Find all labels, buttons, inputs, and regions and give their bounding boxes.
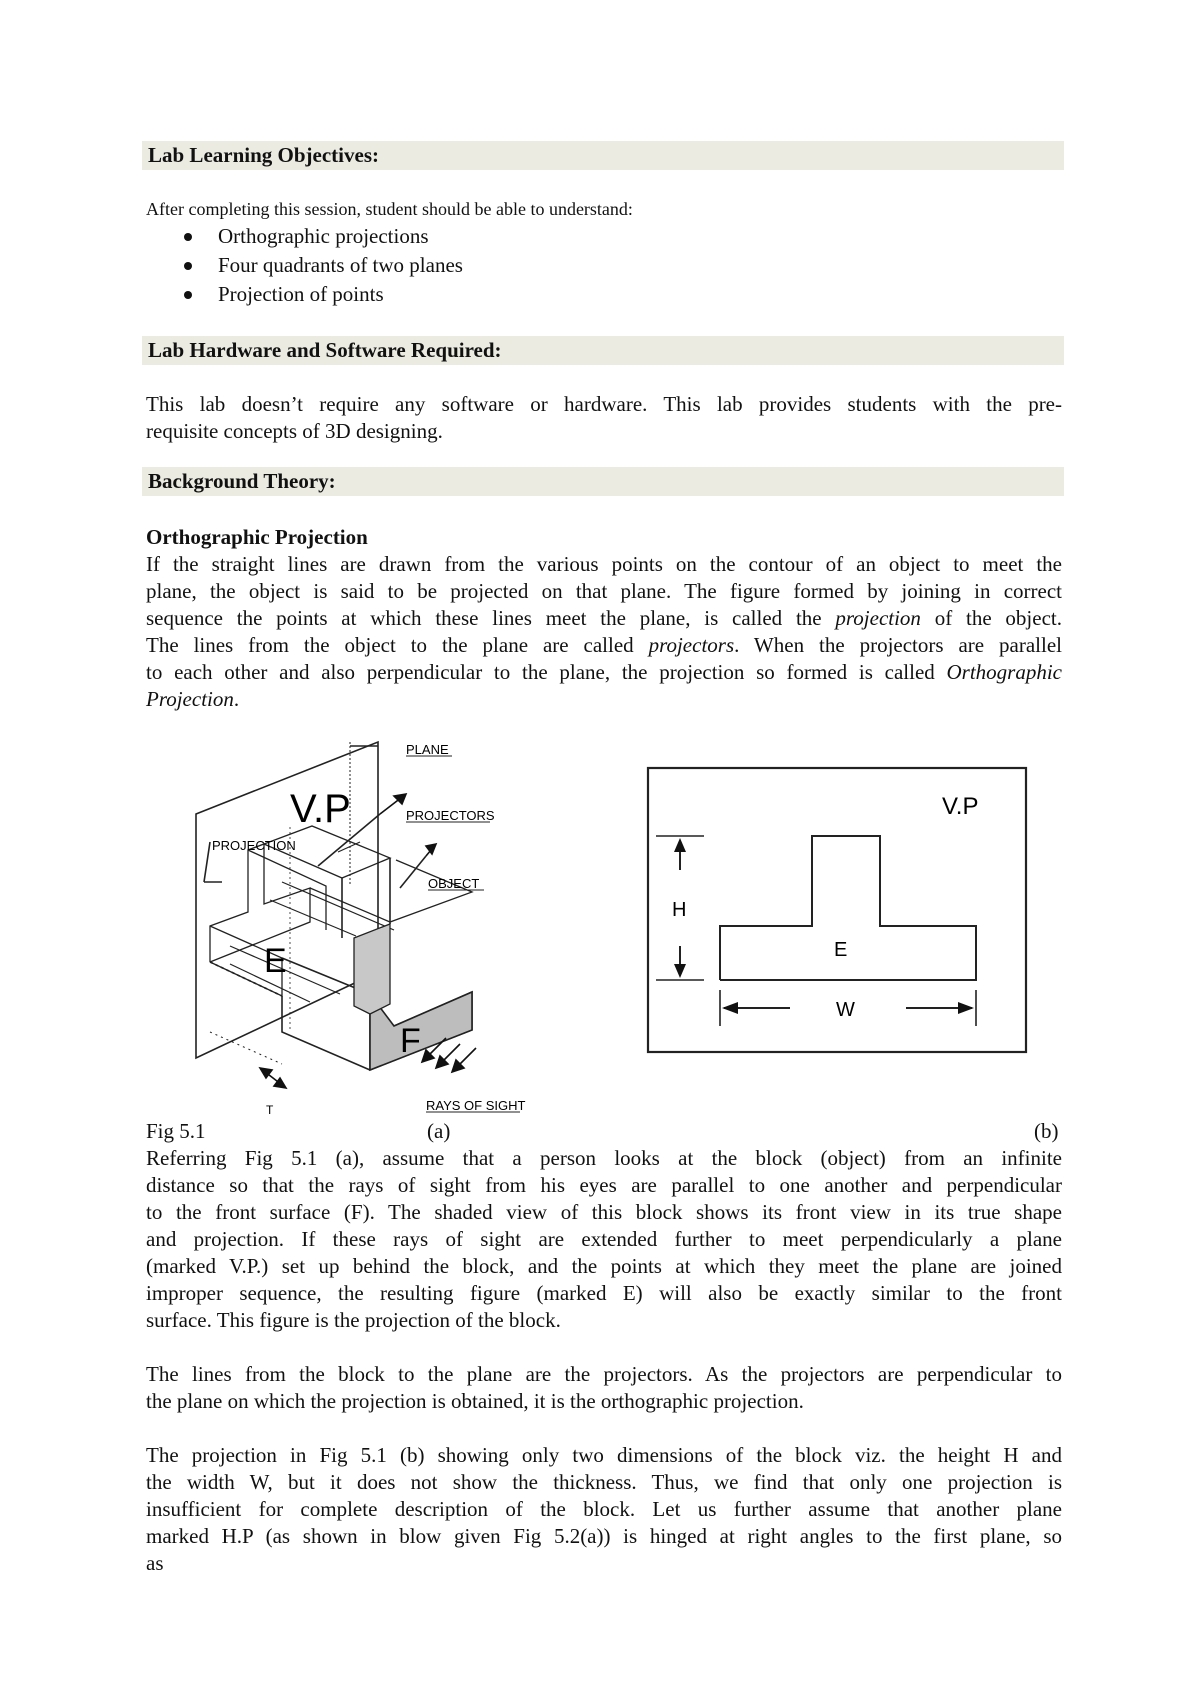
bullet-icon xyxy=(184,291,192,299)
f-handwritten-label: F xyxy=(400,1022,421,1060)
arrow-up-icon xyxy=(674,838,686,852)
figure-caption-b: (b) xyxy=(1034,1119,1059,1143)
paragraph-line: the width W, but it does not show the thickness. Thus, we find that only one projection is xyxy=(146,1470,1062,1494)
paragraph-line: and projection. If these rays of sight are extended further to meet perpendicularly a plane xyxy=(146,1227,1062,1251)
paragraph-line: as xyxy=(146,1551,164,1575)
projectors-label: PROJECTORS xyxy=(406,808,495,823)
theory-text-line: If the straight lines are drawn from the various points on the contour of an object to meet the xyxy=(146,552,1062,576)
paragraph-line: distance so that the rays of sight from his eyes are parallel to one another and perpendicular xyxy=(146,1173,1062,1197)
projection-label: PROJECTION xyxy=(212,838,296,853)
theory-text-line: Projection. xyxy=(146,687,240,711)
bullet-icon xyxy=(184,262,192,270)
theory-title: Background Theory: xyxy=(148,469,336,493)
theory-text-line: plane, the object is said to be projected on that plane. The figure formed by joining in correct xyxy=(146,579,1062,603)
hardware-title: Lab Hardware and Software Required: xyxy=(148,338,502,362)
projection-e-outline xyxy=(210,844,310,962)
list-item: Projection of points xyxy=(146,280,463,309)
paragraph-line: insufficient for complete description of the block. Let us further assume that another plane xyxy=(146,1497,1062,1521)
isometric-projection-diagram xyxy=(190,732,550,1117)
theory-text-line: sequence the points at which these lines meet the plane, is called the projection of the object. xyxy=(146,606,1062,630)
figure-5-1-b xyxy=(644,764,1032,1056)
h-label: H xyxy=(672,899,687,921)
t-label: T xyxy=(266,1103,274,1117)
front-view-diagram xyxy=(644,764,1032,1056)
hardware-text-line: This lab doesn’t require any software or hardware. This lab provides students with the pre- xyxy=(146,392,1062,416)
paragraph-line: (marked V.P.) set up behind the block, and the points at which they meet the plane are joined xyxy=(146,1254,1062,1278)
vp-handwritten-label: V.P xyxy=(290,787,351,831)
arrow-down-icon xyxy=(674,964,686,978)
vp-label: V.P xyxy=(942,793,979,820)
hardware-text-line: requisite concepts of 3D designing. xyxy=(146,419,443,443)
figure-5-1-a xyxy=(190,732,550,1117)
theory-text-line: The lines from the object to the plane are called projectors. When the projectors are parallel xyxy=(146,633,1062,657)
objectives-title: Lab Learning Objectives: xyxy=(148,143,379,167)
list-item: Four quadrants of two planes xyxy=(146,251,463,280)
arrow-left-icon xyxy=(722,1002,738,1014)
paragraph-line: The lines from the block to the plane are the projectors. As the projectors are perpendicular to xyxy=(146,1362,1062,1386)
figure-caption: Fig 5.1 xyxy=(146,1119,206,1143)
paragraph-line: The projection in Fig 5.1 (b) showing only two dimensions of the block viz. the height H and xyxy=(146,1443,1062,1467)
orthographic-projection-heading: Orthographic Projection xyxy=(146,525,368,549)
paragraph-line: Referring Fig 5.1 (a), assume that a person looks at the block (object) from an infinite xyxy=(146,1146,1062,1170)
theory-text-line: to each other and also perpendicular to the plane, the projection so formed is called Orthographic xyxy=(146,660,1062,684)
plane-label: PLANE xyxy=(406,742,449,757)
paragraph-line: the plane on which the projection is obtained, it is the orthographic projection. xyxy=(146,1389,804,1413)
rays-of-sight-label: RAYS OF SIGHT xyxy=(426,1098,526,1113)
objectives-intro: After completing this session, student should be able to understand: xyxy=(146,199,633,219)
arrow-right-icon xyxy=(958,1002,974,1014)
paragraph-line: marked H.P (as shown in blow given Fig 5.2(a)) is hinged at right angles to the first plane, so xyxy=(146,1524,1062,1548)
bullet-icon xyxy=(184,233,192,241)
paragraph-line: surface. This figure is the projection of the block. xyxy=(146,1308,561,1332)
front-view-outline xyxy=(720,836,976,980)
object-label: OBJECT xyxy=(428,876,480,891)
e-handwritten-label: E xyxy=(264,942,287,980)
e-label: E xyxy=(834,939,848,961)
figure-caption-a: (a) xyxy=(427,1119,451,1143)
w-label: W xyxy=(836,999,855,1021)
objectives-list xyxy=(146,222,463,309)
paragraph-line: improper sequence, the resulting figure (marked E) will also be exactly similar to the front xyxy=(146,1281,1062,1305)
list-item: Orthographic projections xyxy=(146,222,463,251)
arrow-icon xyxy=(426,844,436,854)
paragraph-line: to the front surface (F). The shaded view of this block shows its front view in its true shape xyxy=(146,1200,1062,1224)
